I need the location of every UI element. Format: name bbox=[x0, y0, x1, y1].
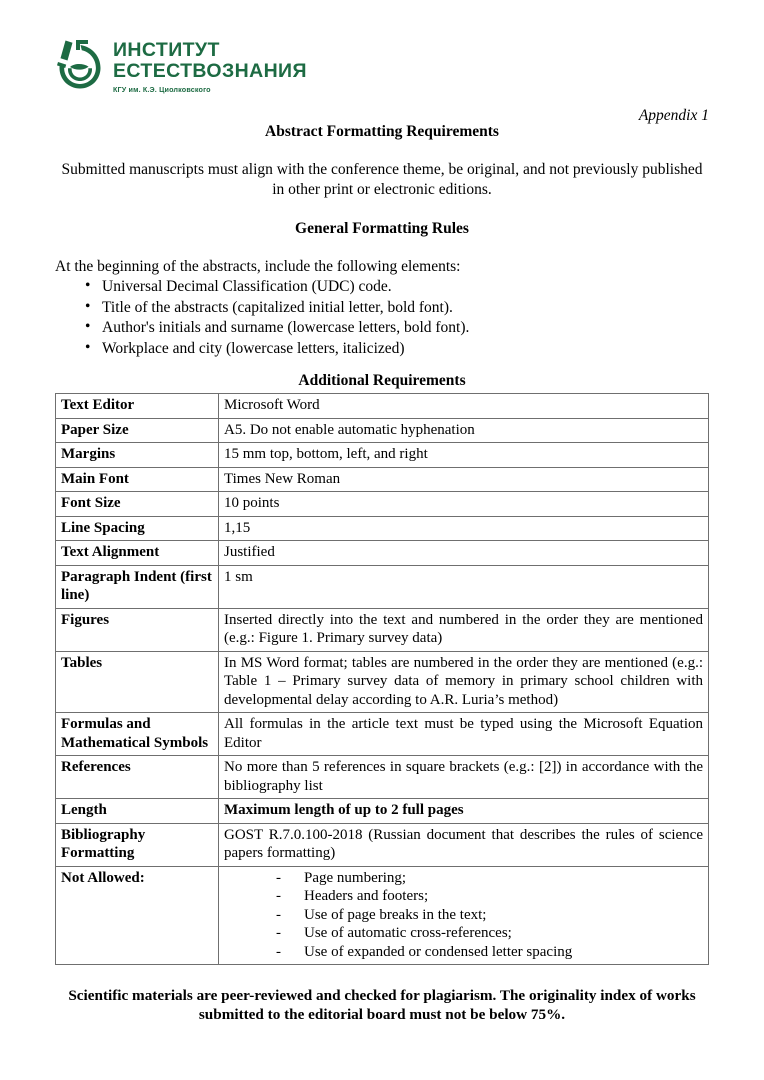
table-cell-value: Justified bbox=[219, 541, 709, 566]
table-row bbox=[56, 541, 709, 566]
logo-subtitle: КГУ им. К.Э. Циолковского bbox=[113, 85, 211, 94]
list-item-label: Use of expanded or condensed letter spacing bbox=[304, 943, 573, 960]
bullet-dot-icon: • bbox=[85, 277, 91, 294]
table-cell-value: Inserted directly into the text and numbered in the order they are mentioned (e.g.: Figure 1. Primary survey data) bbox=[219, 608, 709, 651]
table-cell-key: Paper Size bbox=[56, 418, 219, 443]
logo-line-2: ЕСТЕСТВОЗНАНИЯ bbox=[113, 60, 307, 82]
required-elements-list bbox=[55, 277, 709, 359]
footer-note: Scientific materials are peer-reviewed and checked for plagiarism. The originality index of works submitted to the editorial board must not be below 75%. bbox=[68, 987, 696, 1024]
table-cell-value: Maximum length of up to 2 full pages bbox=[219, 799, 709, 824]
list-item-label: Universal Decimal Classification (UDC) code. bbox=[102, 278, 392, 295]
appendix-label: Appendix 1 bbox=[638, 107, 709, 124]
table-cell-value: A5. Do not enable automatic hyphenation bbox=[219, 418, 709, 443]
table-cell-value: 15 mm top, bottom, left, and right bbox=[219, 443, 709, 468]
table-cell-key: Text Alignment bbox=[56, 541, 219, 566]
logo-wordmark bbox=[113, 38, 307, 95]
table-cell-value: 1 sm bbox=[219, 565, 709, 608]
dash-bullet-icon: - bbox=[276, 906, 281, 923]
table-cell-value: GOST R.7.0.100-2018 (Russian document that describes the rules of science papers formatting) bbox=[219, 823, 709, 866]
table-row bbox=[56, 608, 709, 651]
table-cell-value: Microsoft Word bbox=[219, 394, 709, 419]
table-cell-key: Bibliography Formatting bbox=[56, 823, 219, 866]
list-item-label: Use of page breaks in the text; bbox=[304, 906, 487, 923]
page-title: Abstract Formatting Requirements bbox=[265, 123, 499, 140]
table-cell-key: Text Editor bbox=[56, 394, 219, 419]
table-cell-value: Times New Roman bbox=[219, 467, 709, 492]
table-row bbox=[56, 516, 709, 541]
list-item bbox=[224, 869, 703, 888]
table-row bbox=[56, 443, 709, 468]
list-item bbox=[55, 277, 709, 298]
table-row-not-allowed bbox=[56, 866, 709, 965]
table-cell-value: In MS Word format; tables are numbered in the order they are mentioned (e.g.: Table 1 – Primary survey data of memory in primary school children with developmental delay according to A.R. Luria’s method) bbox=[219, 651, 709, 713]
list-item-label: Use of automatic cross-references; bbox=[304, 925, 512, 942]
table-row bbox=[56, 756, 709, 799]
list-item bbox=[224, 924, 703, 943]
table-cell-key: Main Font bbox=[56, 467, 219, 492]
spacer-after-section-heading bbox=[55, 238, 709, 257]
table-row bbox=[56, 394, 709, 419]
table-cell-key: Not Allowed: bbox=[56, 866, 219, 965]
list-item bbox=[224, 943, 703, 962]
table-cell-key: Font Size bbox=[56, 492, 219, 517]
table-cell-key: Tables bbox=[56, 651, 219, 713]
table-cell-value: 1,15 bbox=[219, 516, 709, 541]
spacer-after-title bbox=[55, 141, 709, 160]
section-heading-general-rules: General Formatting Rules bbox=[295, 220, 469, 237]
list-item bbox=[224, 906, 703, 925]
table-cell-key: Margins bbox=[56, 443, 219, 468]
table-cell-key: References bbox=[56, 756, 219, 799]
table-row bbox=[56, 492, 709, 517]
not-allowed-list bbox=[224, 869, 703, 962]
list-item bbox=[55, 298, 709, 319]
list-intro-text: At the beginning of the abstracts, include the following elements: bbox=[55, 258, 461, 275]
institute-logo bbox=[55, 38, 307, 95]
table-cell-value: All formulas in the article text must be typed using the Microsoft Equation Editor bbox=[219, 713, 709, 756]
bullet-dot-icon: • bbox=[85, 297, 91, 315]
list-item bbox=[224, 887, 703, 906]
dash-bullet-icon: - bbox=[276, 943, 281, 960]
intro-paragraph: Submitted manuscripts must align with the conference theme, be original, and not previously published in other print or electronic editions. bbox=[61, 161, 703, 198]
list-item bbox=[55, 318, 709, 339]
list-item-label: Page numbering; bbox=[304, 869, 407, 886]
list-item-label: Title of the abstracts (capitalized initial letter, bold font). bbox=[102, 298, 453, 316]
table-cell-key: Line Spacing bbox=[56, 516, 219, 541]
dash-bullet-icon: - bbox=[276, 925, 281, 942]
list-item-label: Workplace and city (lowercase letters, italicized) bbox=[102, 339, 405, 357]
spacer-after-intro bbox=[55, 200, 709, 219]
table-cell-key: Figures bbox=[56, 608, 219, 651]
table-row bbox=[56, 418, 709, 443]
table-cell-key: Length bbox=[56, 799, 219, 824]
table-cell-value: No more than 5 references in square brackets (e.g.: [2]) in accordance with the bibliography list bbox=[219, 756, 709, 799]
document-body bbox=[55, 122, 709, 1024]
table-row bbox=[56, 651, 709, 713]
table-cell-key: Paragraph Indent (first line) bbox=[56, 565, 219, 608]
bullet-dot-icon: • bbox=[85, 338, 91, 356]
table-title: Additional Requirements bbox=[298, 372, 466, 389]
table-row bbox=[56, 467, 709, 492]
table-row bbox=[56, 713, 709, 756]
list-item-label: Author's initials and surname (lowercase letters, bold font). bbox=[102, 319, 470, 336]
bullet-dot-icon: • bbox=[85, 318, 91, 335]
dash-bullet-icon: - bbox=[276, 869, 281, 886]
spacer-before-table bbox=[55, 359, 709, 371]
table-cell-key: Formulas and Mathematical Symbols bbox=[56, 713, 219, 756]
table-row bbox=[56, 823, 709, 866]
list-item bbox=[55, 339, 709, 360]
table-row bbox=[56, 799, 709, 824]
logo-line-1: ИНСТИТУТ bbox=[113, 39, 220, 61]
table-cell-value bbox=[219, 866, 709, 965]
table-row bbox=[56, 565, 709, 608]
dash-bullet-icon: - bbox=[276, 888, 281, 905]
list-item-label: Headers and footers; bbox=[304, 888, 429, 905]
table-cell-value: 10 points bbox=[219, 492, 709, 517]
institute-flask-leaf-emblem bbox=[55, 38, 103, 90]
additional-requirements-table bbox=[55, 393, 709, 965]
